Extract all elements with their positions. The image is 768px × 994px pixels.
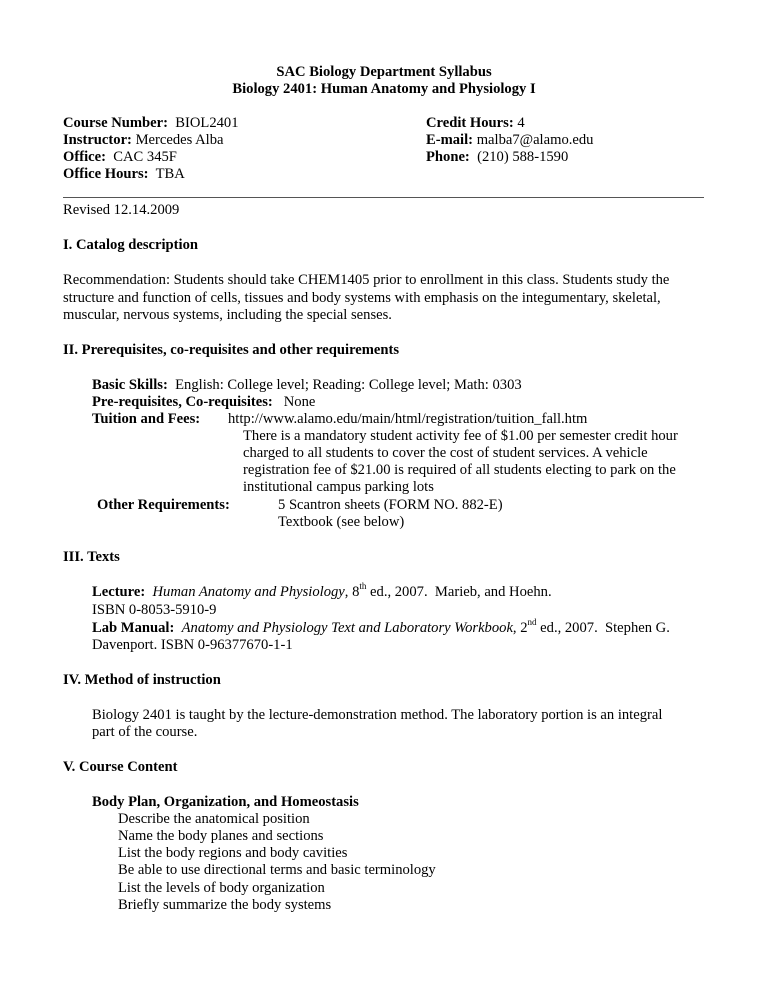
section-5-heading: V. Course Content [63,759,178,775]
section-4-line-1: Biology 2401 is taught by the lecture-demonstration method. The laboratory portion is an integral [92,707,663,723]
tuition-line-2: charged to all students to cover the cost of student services. A vehicle [243,445,648,461]
tuition-label: Tuition and Fees: [92,411,201,427]
lab-title: Anatomy and Physiology Text and Laboratory Workbook [181,620,513,636]
section-1-line-2: structure and function of cells, tissues and body systems with emphasis on the integumentary, skeletal, [63,290,661,306]
lecture-title: Human Anatomy and Physiology [152,584,345,600]
office-line [63,149,177,166]
email-label: E-mail: [426,132,474,148]
office-hours-label: Office Hours: [63,166,149,182]
tuition-url[interactable]: http://www.alamo.edu/main/html/registration/tuition_fall.htm [228,411,588,427]
lecture-text-line [92,581,552,601]
lab-edition-sup: nd [527,617,537,628]
lecture-isbn: ISBN 0-8053-5910-9 [92,602,217,618]
revised-date: Revised 12.14.2009 [63,202,180,218]
instructor-line [63,132,224,149]
lab-line-2: Davenport. ISBN 0-96377670-1-1 [92,637,293,653]
phone-label: Phone: [426,149,470,165]
course-number-value: BIOL2401 [175,115,239,131]
email-line [426,132,593,149]
document-title: SAC Biology Department Syllabus [276,64,492,80]
section-2-heading: II. Prerequisites, co-requisites and other requirements [63,342,400,358]
email-value: malba7@alamo.edu [476,132,594,148]
list-item: Briefly summarize the body systems [118,897,332,913]
basic-skills-label: Basic Skills: [92,377,168,393]
section-3-heading: III. Texts [63,549,120,565]
lab-edition: , 2 [512,620,528,636]
basic-skills-value: English: College level; Reading: College level; Math: 0303 [175,377,522,393]
header-divider [63,197,704,198]
lecture-edition: , 8 [344,584,360,600]
office-value: CAC 345F [113,149,177,165]
section-1-line-3: muscular, nervous systems, including the special senses. [63,307,392,323]
prereq-value: None [283,394,316,410]
course-number-line [63,115,239,132]
lab-rest: ed., 2007. Stephen G. [536,620,670,636]
tuition-line-3: registration fee of $21.00 is required of all students electing to park on the [243,462,676,478]
office-hours-line [63,166,185,183]
lecture-label: Lecture: [92,584,146,600]
lecture-rest: ed., 2007. Marieb, and Hoehn. [366,584,552,600]
section-1-line-1: Recommendation: Students should take CHEM1405 prior to enrollment in this class. Students study the [63,272,670,288]
basic-skills-line [92,377,522,394]
office-label: Office: [63,149,106,165]
section-4-heading: IV. Method of instruction [63,672,221,688]
section-1-heading: I. Catalog description [63,237,198,253]
instructor-value: Mercedes Alba [135,132,224,148]
phone-line [426,149,568,166]
lab-manual-line [92,617,670,637]
lecture-edition-sup: th [359,581,367,592]
list-item: List the levels of body organization [118,880,325,896]
lab-label: Lab Manual: [92,620,175,636]
tuition-line-4: institutional campus parking lots [243,479,434,495]
tuition-line-1: There is a mandatory student activity fee of $1.00 per semester credit hour [243,428,678,444]
other-requirement-2: Textbook (see below) [278,514,405,530]
office-hours-value: TBA [155,166,185,182]
credit-hours-line [426,115,525,132]
list-item: Be able to use directional terms and basic terminology [118,862,436,878]
phone-value: (210) 588-1590 [477,149,569,165]
other-requirement-1: 5 Scantron sheets (FORM NO. 882-E) [278,497,503,513]
credit-hours-label: Credit Hours: [426,115,514,131]
course-content-subheading: Body Plan, Organization, and Homeostasis [92,794,359,810]
other-requirements-label: Other Requirements: [97,497,230,513]
document-subtitle: Biology 2401: Human Anatomy and Physiology I [232,81,536,97]
prereq-label: Pre-requisites, Co-requisites: [92,394,273,410]
list-item: List the body regions and body cavities [118,845,348,861]
credit-hours-value: 4 [517,115,525,131]
section-4-line-2: part of the course. [92,724,198,740]
list-item: Name the body planes and sections [118,828,324,844]
course-number-label: Course Number: [63,115,168,131]
list-item: Describe the anatomical position [118,811,310,827]
instructor-label: Instructor: [63,132,132,148]
prereq-line [92,394,315,411]
